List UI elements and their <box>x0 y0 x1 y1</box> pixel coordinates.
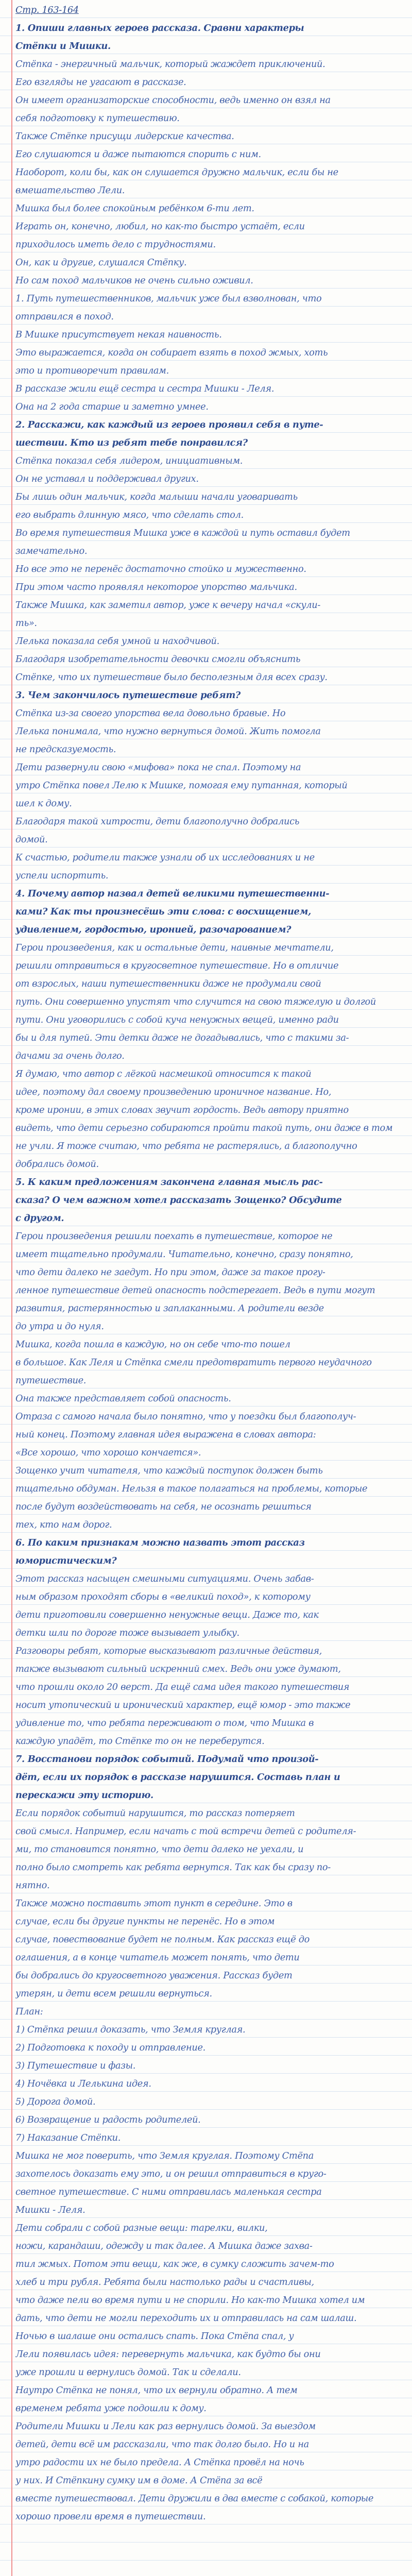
answer-line: детки шли по дороге тоже вызывает улыбку. <box>15 1628 239 1638</box>
question-line: сказа? О чем важном хотел рассказать Зощенко? Обсудите <box>15 1195 342 1206</box>
answer-line: вместе путешествовал. Дети дружили в два вместе с собакой, которые <box>15 2493 374 2504</box>
question-line: 7. Восстанови порядок событий. Подумай что произой- <box>15 1754 319 1765</box>
answer-line: Также Мишка, как заметил автор, уже к вечеру начал «скули- <box>15 600 321 611</box>
answer-line: что прошли около 20 верст. Да ещё сама идея такого путешествия <box>15 1682 350 1692</box>
answer-line: путь. Они совершенно упустят что случится на свою тяжелую и долгой <box>15 996 376 1007</box>
answer-line: детей, дети всё им рассказали, что так долго было. Но и на <box>15 2439 309 2450</box>
answer-line: В Мишке присутствует некая наивность. <box>15 329 222 340</box>
answer-line: Наутро Стёпка не понял, что их вернули обратно. А тем <box>15 2385 298 2396</box>
answer-line: хорошо провели время в путешествии. <box>15 2511 206 2522</box>
question-line: 1. Опиши главных героев рассказа. Сравни характеры <box>15 23 304 33</box>
answer-line: Мишка был более спокойным ребёнком 6-ти лет. <box>15 203 254 214</box>
answer-line: Его взгляды не угасают в рассказе. <box>15 77 186 88</box>
answer-line: Герои произведения, как и остальные дети, наивные мечтатели, <box>15 942 334 953</box>
answer-line: Играть он, конечно, любил, но как-то быстро устаёт, если <box>15 221 305 232</box>
answer-line: замечательно. <box>15 546 88 556</box>
answer-line: ленное путешествие детей опасность подстерегает. Ведь в пути могут <box>15 1285 375 1296</box>
answer-line: Она на 2 года старше и заметно умнее. <box>15 401 209 412</box>
answer-line: Ночью в шалаше они остались спать. Пока Стёпа спал, у <box>15 2331 294 2342</box>
answer-line: 6) Возвращение и радость родителей. <box>15 2114 201 2125</box>
answer-line: Разговоры ребят, которые высказывают различные действия, <box>15 1646 322 1656</box>
answer-line: себя подготовку к путешествию. <box>15 113 180 124</box>
question-line: Стёпки и Мишки. <box>15 41 111 52</box>
answer-line: светное путешествие. С ними отправилась маленькая сестра <box>15 2187 322 2197</box>
answer-line: захотелось доказать ему это, и он решил отправиться в круго- <box>15 2168 327 2179</box>
answer-line: свой смысл. Например, если начать с той встречи детей с родителя- <box>15 1826 356 1837</box>
answer-line: имеет тщательно продумали. Читательно, конечно, сразу понятно, <box>15 1249 353 1260</box>
answer-line: Мишка не мог поверить, что Земля круглая. Поэтому Стёпа <box>15 2150 314 2161</box>
answer-line: у них. И Стёпкину сумку им в доме. А Стёпа за всё <box>15 2475 263 2486</box>
answer-line: Лелька понимала, что нужно вернуться домой. Жить помогла <box>15 726 321 737</box>
answer-line: При этом часто проявлял некоторое упорство мальчика. <box>15 582 297 592</box>
answer-line: ным образом проходят сборы в «великий поход», к которому <box>15 1591 311 1602</box>
answer-line: утро радости их не было предела. А Стёпка провёл на ночь <box>15 2457 304 2468</box>
page-title: Стр. 163-164 <box>15 5 79 15</box>
answer-line: Его слушаются и даже пытаются спорить с ним. <box>15 149 261 160</box>
answer-line: Но сам поход мальчиков не очень сильно оживил. <box>15 275 253 286</box>
answer-line: Он не уставал и поддерживал других. <box>15 473 199 484</box>
answer-line: кроме иронии, в этих словах звучит гордость. Ведь автору приятно <box>15 1105 349 1115</box>
handwritten-text <box>15 1 403 2526</box>
answer-line: видеть, что дети серьезно собираются пройти такой путь, они даже в том <box>15 1123 393 1133</box>
answer-line: ми, то становится понятно, что дети далеко не уехали, и <box>15 1844 304 1855</box>
answer-line: полно было смотреть как ребята вернутся. Так как бы сразу по- <box>15 1862 331 1873</box>
answer-line: утро Стёпка повел Лелю к Мишке, помогая ему путанная, который <box>15 780 348 791</box>
answer-line: Лели появилась идея: перевернуть мальчика, как будто бы они <box>15 2349 321 2360</box>
question-line: 3. Чем закончилось путешествие ребят? <box>15 690 241 701</box>
answer-line: ножи, карандаши, одежду и так далее. А Мишка даже захва- <box>15 2241 313 2251</box>
answer-line: План: <box>15 2006 43 2017</box>
answer-line: Дети развернули свою «мифова» пока не спал. Поэтому на <box>15 762 301 773</box>
answer-line: дачами за очень долго. <box>15 1050 125 1061</box>
answer-line: Он имеет организаторские способности, ведь именно он взял на <box>15 95 331 106</box>
answer-line: Мишки - Леля. <box>15 2205 85 2215</box>
answer-line: 2) Подготовка к походу и отправление. <box>15 2042 205 2053</box>
question-line: ками? Как ты произнесёшь эти слова: с восхищением, <box>15 906 311 917</box>
answer-line: решили отправиться в кругосветное путешествие. Но в отличие <box>15 960 339 971</box>
answer-line: путешествие. <box>15 1375 87 1386</box>
answer-line: уже прошли и вернулись домой. Так и сделали. <box>15 2367 241 2378</box>
answer-line: развития, растерянностью и заплаканными. А родители везде <box>15 1303 324 1314</box>
answer-line: до утра и до нуля. <box>15 1321 104 1332</box>
answer-line: не учли. Я тоже считаю, что ребята не растерялись, а благополучно <box>15 1141 357 1151</box>
answer-line: Если порядок событий нарушится, то рассказ потеряет <box>15 1808 295 1819</box>
answer-line: 7) Наказание Стёпки. <box>15 2132 121 2143</box>
answer-line: домой. <box>15 834 48 845</box>
answer-line: В рассказе жили ещё сестра и сестра Мишки - Леля. <box>15 383 274 394</box>
answer-line: в большое. Как Леля и Стёпка смели предотвратить первого неудачного <box>15 1357 372 1368</box>
answer-line: хлеб и три рубля. Ребята были настолько рады и счастливы, <box>15 2277 314 2287</box>
answer-line: случае, повествование будет не полным. Как рассказ ещё до <box>15 1934 310 1945</box>
answer-line: К счастью, родители также узнали об их исследованиях и не <box>15 852 315 863</box>
answer-line: не предсказуемость. <box>15 744 116 755</box>
question-line: удивлением, гордостью, иронией, разочарованием? <box>15 924 291 935</box>
answer-line: Дети собрали с собой разные вещи: тарелки, вилки, <box>15 2223 268 2233</box>
answer-line: отправился в поход. <box>15 311 114 322</box>
answer-line: Также Стёпке присущи лидерские качества. <box>15 131 234 142</box>
answer-line: тщательно обдуман. Нельзя в такое полагаться на проблемы, которые <box>15 1483 368 1494</box>
answer-line: Это выражается, когда он собирает взять в поход жмых, хоть <box>15 347 328 358</box>
answer-line: каждую упадёт, то Стёпке то он не переберутся. <box>15 1736 265 1747</box>
answer-line: Этот рассказ насыщен смешными ситуациями. Очень забав- <box>15 1573 314 1584</box>
answer-line: успели испортить. <box>15 870 109 881</box>
question-line: с другом. <box>15 1213 64 1224</box>
answer-line: тил жмых. Потом эти вещи, как же, в сумку сложить зачем-то <box>15 2259 334 2269</box>
answer-line: от взрослых, наши путешественники даже не продумали свой <box>15 978 321 989</box>
answer-line: шел к дому. <box>15 798 72 809</box>
question-line: 5. К каким предложениям закончена главная мысль рас- <box>15 1177 323 1188</box>
answer-line: что дети далеко не заедут. Но при этом, даже за такое прогу- <box>15 1267 325 1278</box>
answer-line: 1) Стёпка решил доказать, что Земля круглая. <box>15 2024 246 2035</box>
answer-line: Стёпка - энергичный мальчик, который жаждет приключений. <box>15 59 325 70</box>
answer-line: ть». <box>15 618 37 629</box>
answer-line: утерян, и дети всем решили вернуться. <box>15 1988 212 1999</box>
answer-line: его выбрать длинную мясо, что сделать стол. <box>15 510 244 520</box>
question-line: дёт, если их порядок в рассказе нарушится. Составь план и <box>15 1772 340 1783</box>
answer-line: Благодаря изобретательности девочки смогли объяснить <box>15 654 301 665</box>
question-line: перескажи эту историю. <box>15 1790 153 1801</box>
answer-line: Но все это не перенёс достаточно стойко и мужественно. <box>15 564 306 574</box>
answer-line: временем ребята уже подошли к дому. <box>15 2403 207 2414</box>
answer-line: дети приготовили совершенно ненужные вещи. Даже то, как <box>15 1609 319 1620</box>
answer-line: идее, поэтому дал своему произведению ироничное название. Но, <box>15 1087 332 1097</box>
answer-line: Стёпка из-за своего упорства вела довольно бравые. Но <box>15 708 286 719</box>
answer-line: «Все хорошо, что хорошо кончается». <box>15 1447 201 1458</box>
answer-line: оглашения, а в конце читатель может понять, что дети <box>15 1952 300 1963</box>
answer-line: Бы лишь один мальчик, когда малыши начали уговаривать <box>15 492 298 502</box>
answer-lines <box>15 19 403 2526</box>
answer-line: Родители Мишки и Лели как раз вернулись домой. За выездом <box>15 2421 316 2432</box>
answer-line: дать, что дети не могли переходить их и отправилась на сам шалаш. <box>15 2313 357 2324</box>
answer-line: Зощенко учит читателя, что каждый поступок должен быть <box>15 1465 323 1476</box>
answer-line: Стёпке, что их путешествие было бесполезным для всех сразу. <box>15 672 328 683</box>
answer-line: 1. Путь путешественников, мальчик уже был взволнован, что <box>15 293 322 304</box>
answer-line: Также можно поставить этот пункт в середине. Это в <box>15 1898 293 1909</box>
answer-line: носит утопический и иронический характер, ещё юмор - это также <box>15 1700 351 1710</box>
answer-line: приходилось иметь дело с трудностями. <box>15 239 216 250</box>
answer-line: 5) Дорога домой. <box>15 2096 96 2107</box>
answer-line: Он, как и другие, слушался Стёпку. <box>15 257 187 268</box>
answer-line: Она также представляет собой опасность. <box>15 1393 231 1404</box>
answer-line: добрались домой. <box>15 1159 99 1170</box>
answer-line: случае, если бы другие пункты не перенёс. Но в этом <box>15 1916 275 1927</box>
answer-line: ный конец. Поэтому главная идея выражена в словах автора: <box>15 1429 316 1440</box>
answer-line: Наоборот, коли бы, как он слушается дружно мальчик, если бы не <box>15 167 338 178</box>
answer-line: что даже пели во время пути и не спорили. Но как-то Мишка хотел им <box>15 2295 365 2306</box>
answer-line: Благодаря такой хитрости, дети благополучно добрались <box>15 816 300 827</box>
answer-line: Во время путешествия Мишка уже в каждой и путь оставил будет <box>15 528 350 538</box>
question-line: 4. Почему автор назвал детей великими путешественни- <box>15 888 330 899</box>
question-line: шествии. Кто из ребят тебе понравился? <box>15 437 248 448</box>
answer-line: 4) Ночёвка и Лелькина идея. <box>15 2078 151 2089</box>
answer-line: нятно. <box>15 1880 50 1891</box>
answer-line: Стёпка показал себя лидером, инициативным. <box>15 455 243 466</box>
answer-line: пути. Они уговорились с собой куча ненужных вещей, именно ради <box>15 1014 339 1025</box>
answer-line: Отраза с самого начала было понятно, что у поездки был благополуч- <box>15 1411 356 1422</box>
answer-line: это и противоречит правилам. <box>15 365 169 376</box>
answer-line: удивление то, что ребята переживают о том, что Мишка в <box>15 1718 314 1728</box>
answer-line: вмешательство Лели. <box>15 185 125 196</box>
answer-line: тех, кто нам дорог. <box>15 1519 112 1530</box>
answer-line: также вызывают сильный искренний смех. Ведь они уже думают, <box>15 1664 341 1674</box>
answer-line: после будут воздействовать на себя, не осознать решиться <box>15 1501 312 1512</box>
question-line: юмористическим? <box>15 1555 117 1566</box>
answer-line: 3) Путешествие и фазы. <box>15 2060 136 2071</box>
answer-line: бы и для путей. Эти детки даже не догадывались, что с такими за- <box>15 1032 349 1043</box>
answer-line: бы добрались до кругосветного уважения. Рассказ будет <box>15 1970 293 1981</box>
margin-line <box>11 0 12 2576</box>
question-line: 2. Расскажи, как каждый из героев проявил себя в путе- <box>15 419 323 430</box>
answer-line: Лелька показала себя умной и находчивой. <box>15 636 219 647</box>
answer-line: Я думаю, что автор с лёгкой насмешкой относится к такой <box>15 1069 312 1079</box>
answer-line: Мишка, когда пошла в каждую, но он себе что-то пошел <box>15 1339 290 1350</box>
answer-line: Герои произведения решили поехать в путешествие, которое не <box>15 1231 333 1242</box>
question-line: 6. По каким признакам можно назвать этот рассказ <box>15 1537 305 1548</box>
